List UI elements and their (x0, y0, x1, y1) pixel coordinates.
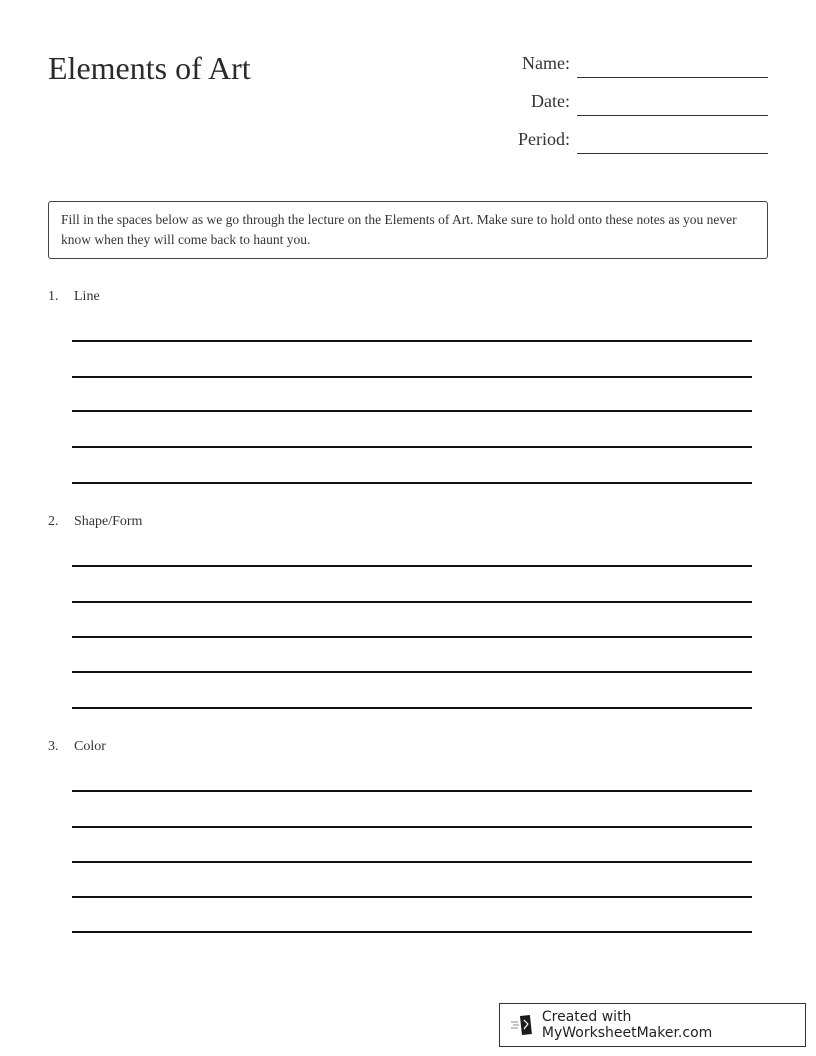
page-title: Elements of Art (48, 50, 251, 86)
date-field (500, 86, 768, 116)
question-2 (48, 514, 142, 530)
date-blank-line[interactable] (577, 115, 768, 116)
created-with-badge[interactable] (499, 1003, 806, 1047)
answer-line[interactable] (72, 861, 752, 863)
answer-line[interactable] (72, 482, 752, 484)
question-number: 2. (48, 514, 59, 529)
question-label: Line (74, 289, 100, 304)
footer-text: Created with MyWorksheetMaker.com (541, 1009, 713, 1041)
answer-line[interactable] (72, 790, 752, 792)
answer-line[interactable] (72, 896, 752, 898)
period-label: Period: (518, 129, 570, 149)
answer-line[interactable] (72, 376, 752, 378)
question-label: Shape/Form (74, 514, 143, 529)
date-label: Date: (531, 91, 570, 111)
period-blank-line[interactable] (577, 153, 768, 154)
answer-line[interactable] (72, 601, 752, 603)
answer-line[interactable] (72, 446, 752, 448)
name-blank-line[interactable] (577, 77, 768, 78)
answer-line[interactable] (72, 565, 752, 567)
answer-line[interactable] (72, 707, 752, 709)
period-field (500, 124, 768, 154)
question-number: 3. (48, 739, 59, 754)
name-field (500, 48, 768, 78)
question-number: 1. (48, 289, 59, 304)
answer-line[interactable] (72, 410, 752, 412)
question-1 (48, 289, 100, 305)
answer-line[interactable] (72, 671, 752, 673)
worksheet-logo-icon (510, 1014, 536, 1036)
question-label: Color (74, 739, 106, 754)
question-3 (48, 739, 106, 755)
answer-line[interactable] (72, 340, 752, 342)
instructions-box: Fill in the spaces below as we go through the lecture on the Elements of Art. Make sure to hold onto these notes as you never know when they will come back to haunt you. (48, 201, 768, 259)
answer-line[interactable] (72, 826, 752, 828)
name-label: Name: (522, 53, 570, 73)
answer-line[interactable] (72, 931, 752, 933)
answer-line[interactable] (72, 636, 752, 638)
